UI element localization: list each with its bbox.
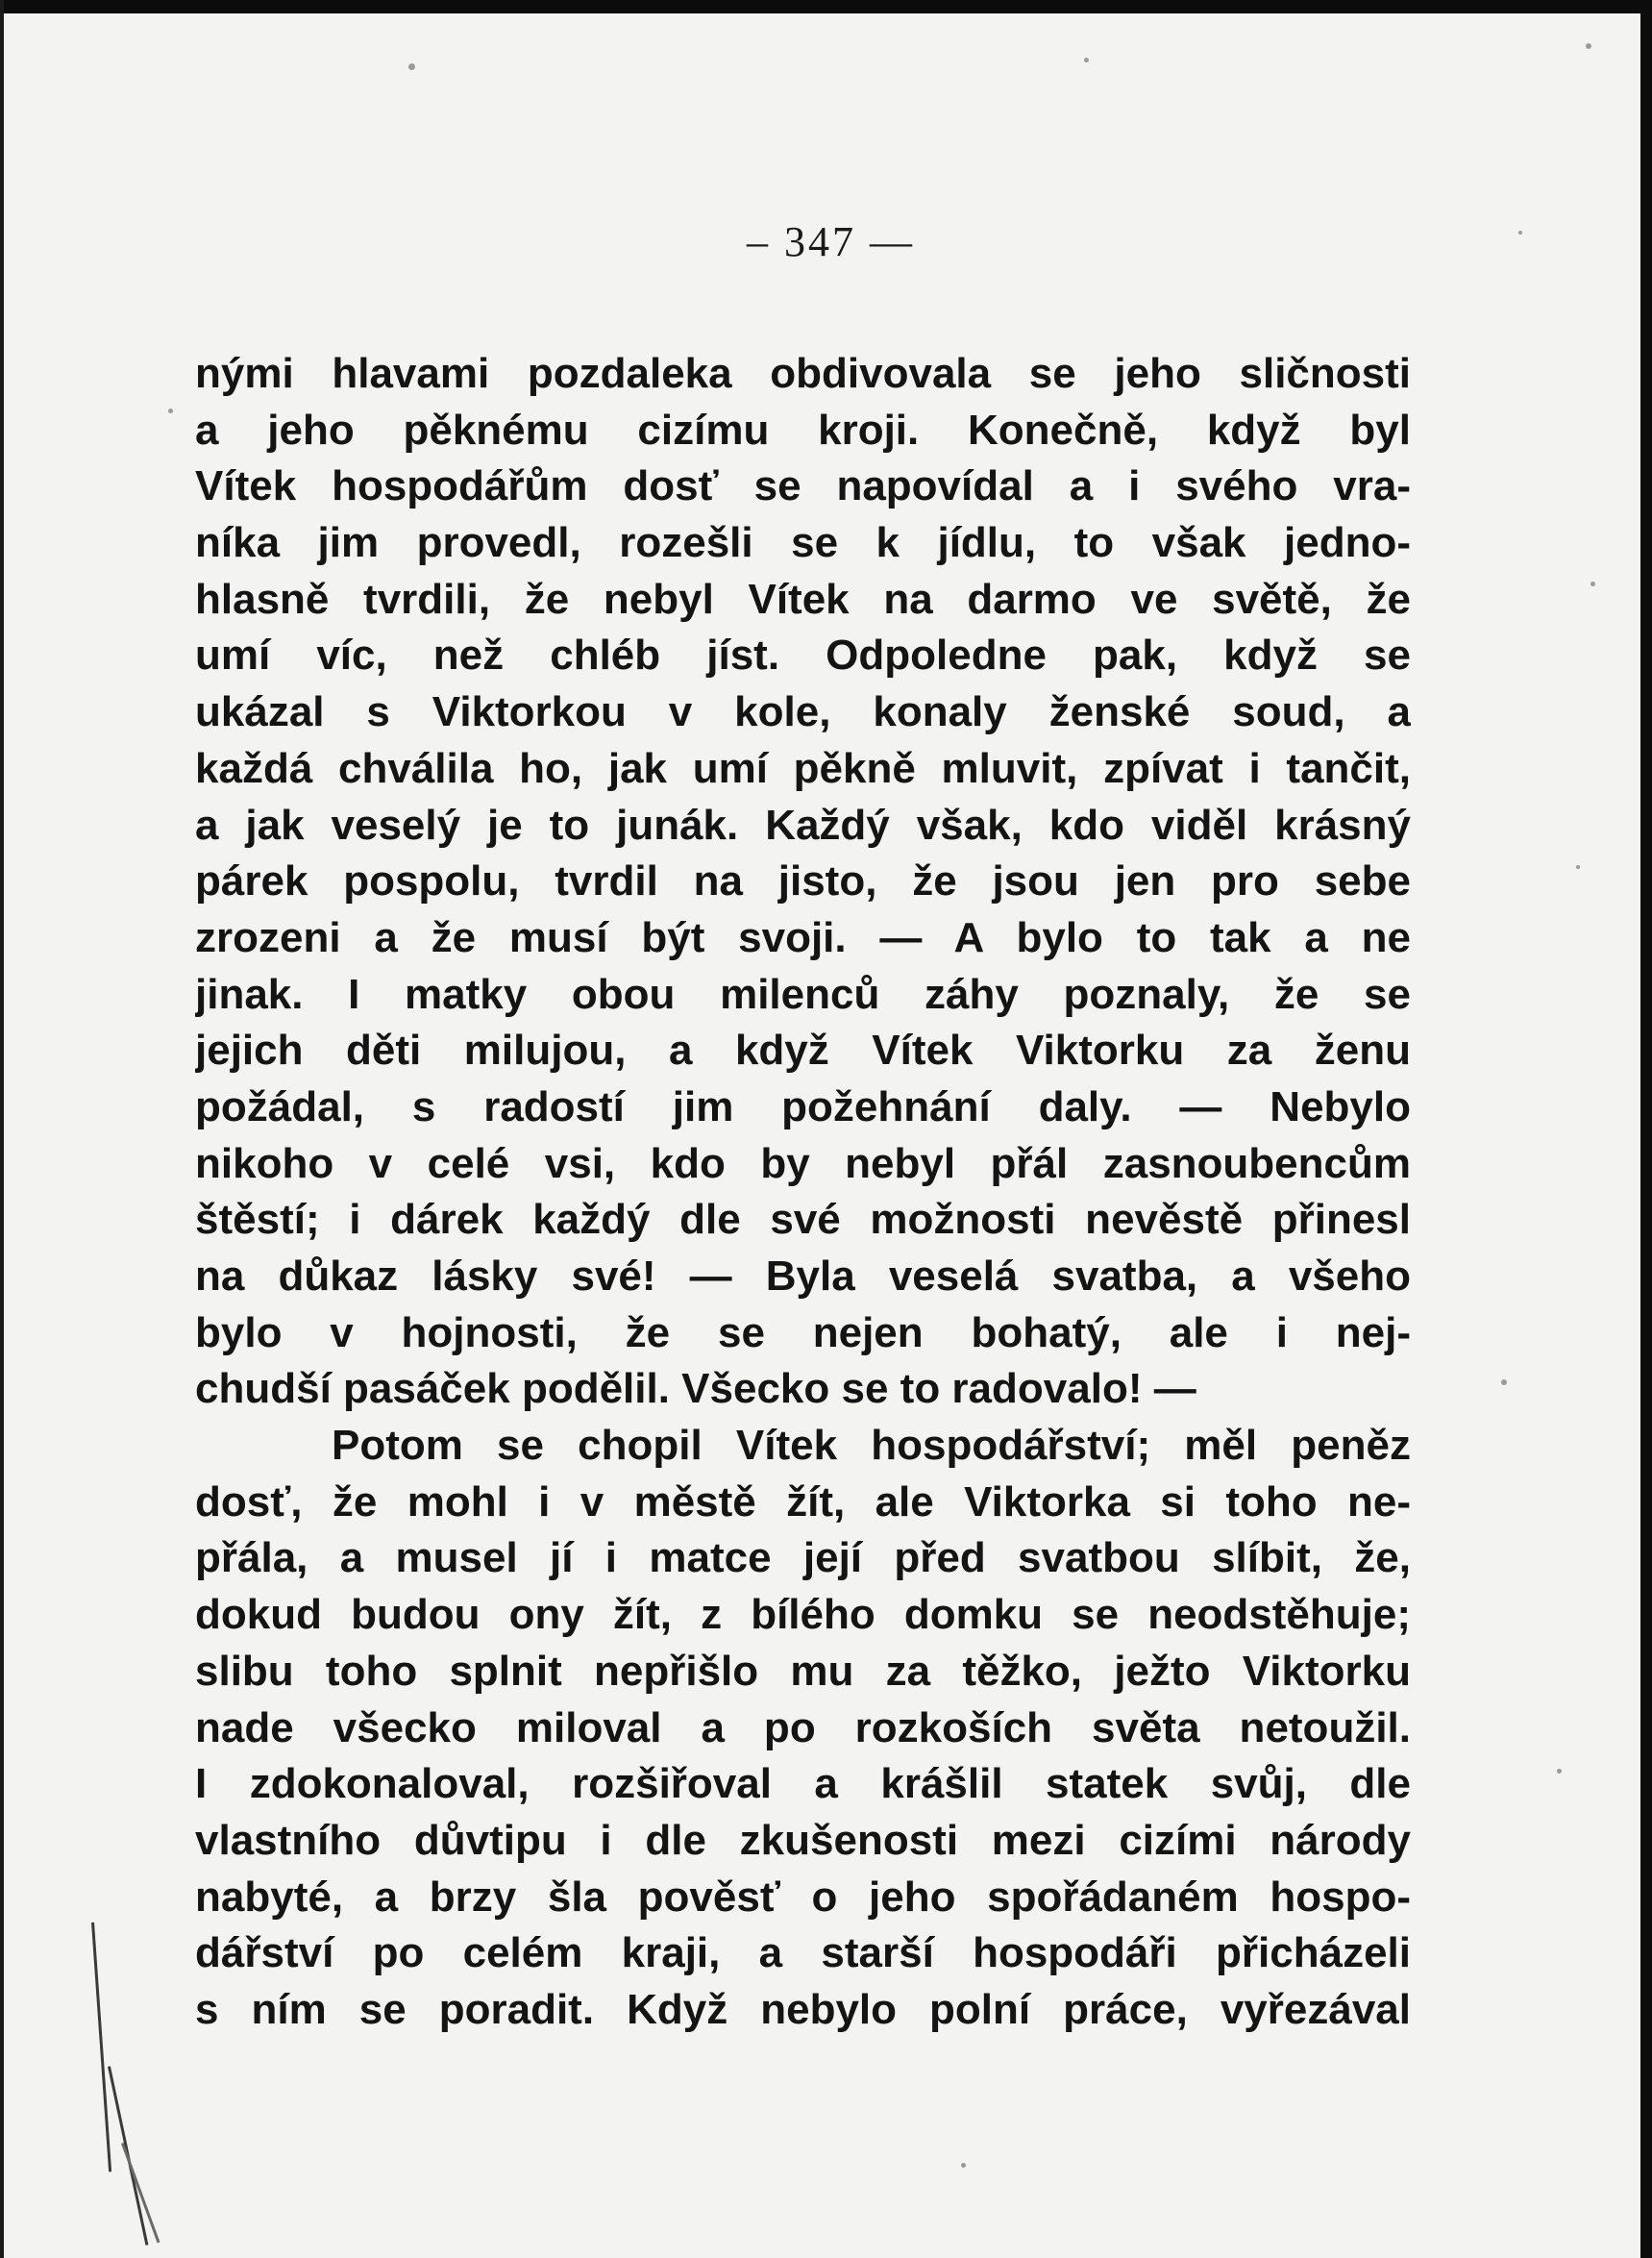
body-text bbox=[195, 346, 1411, 2039]
scan-speck bbox=[408, 63, 415, 70]
binding-line bbox=[121, 2143, 160, 2243]
text-line: nabyté, a brzy šla pověsť o jeho spořádaném hospo- bbox=[195, 1873, 1411, 1921]
text-line: a jak veselý je to junák. Každý však, kdo viděl krásný bbox=[195, 801, 1411, 849]
scan-speck bbox=[168, 409, 173, 413]
text-line: I zdokonaloval, rozšiřoval a krášlil statek svůj, dle bbox=[195, 1760, 1411, 1808]
text-line: jinak. I matky obou milenců záhy poznaly, že se bbox=[195, 970, 1411, 1018]
text-line: nými hlavami pozdaleka obdivovala se jeho sličnosti bbox=[195, 350, 1411, 397]
text-line: dokud budou ony žít, z bílého domku se neodstěhuje; bbox=[195, 1591, 1411, 1639]
text-line: níka jim provedl, rozešli se k jídlu, to však jedno- bbox=[195, 519, 1411, 567]
text-line: zrozeni a že musí být svoji. — A bylo to tak a ne bbox=[195, 913, 1411, 961]
text-line: slibu toho splnit nepřišlo mu za těžko, ježto Viktorku bbox=[195, 1647, 1411, 1695]
text-line: nade všecko miloval a po rozkoších světa netoužil. bbox=[195, 1703, 1411, 1751]
text-line: bylo v hojnosti, že se nejen bohatý, ale i nej- bbox=[195, 1308, 1411, 1356]
text-line: jejich děti milujou, a když Vítek Viktorku za ženu bbox=[195, 1027, 1411, 1075]
scan-speck bbox=[1501, 1379, 1507, 1385]
text-line: každá chválila ho, jak umí pěkně mluvit, zpívat i tančit, bbox=[195, 744, 1411, 792]
text-line: štěstí; i dárek každý dle své možnosti nevěstě přinesl bbox=[195, 1196, 1411, 1244]
scan-speck bbox=[1557, 1769, 1562, 1774]
scan-speck bbox=[961, 2163, 966, 2168]
scan-edge-left bbox=[0, 0, 4, 2258]
text-line: chudší pasáček podělil. Všecko se to radovalo! — bbox=[195, 1365, 1196, 1413]
text-line: umí víc, než chléb jíst. Odpoledne pak, když se bbox=[195, 632, 1411, 680]
text-line: dářství po celém kraji, a starší hospodáři přicházeli bbox=[195, 1929, 1411, 1977]
paragraph-first-line: Potom se chopil Vítek hospodářství; měl peněz bbox=[332, 1422, 1411, 1470]
scan-edge-top bbox=[0, 0, 1652, 13]
text-line: Vítek hospodářům dosť se napovídal a i svého vra- bbox=[195, 462, 1411, 510]
binding-line bbox=[91, 1923, 111, 2172]
text-line: a jeho pěknému cizímu kroji. Konečně, když byl bbox=[195, 406, 1411, 454]
scan-speck bbox=[1576, 865, 1580, 869]
scan-speck bbox=[1590, 582, 1595, 586]
text-line: přála, a musel jí i matce její před svatbou slíbit, že, bbox=[195, 1534, 1411, 1582]
scan-speck bbox=[1586, 43, 1591, 49]
text-line: hlasně tvrdili, že nebyl Vítek na darmo ve světě, že bbox=[195, 575, 1411, 623]
scan-speck bbox=[1084, 58, 1089, 62]
text-line: s ním se poradit. Když nebylo polní práce, vyřezával bbox=[195, 1985, 1411, 2033]
page-number: – 347 — bbox=[747, 218, 915, 265]
text-line: párek pospolu, tvrdil na jisto, že jsou jen pro sebe bbox=[195, 857, 1411, 906]
text-line: ukázal s Viktorkou v kole, konaly ženské soud, a bbox=[195, 688, 1411, 736]
text-line: dosť, že mohl i v městě žít, ale Viktorka si toho ne- bbox=[195, 1477, 1411, 1526]
scan-edge-right bbox=[1640, 0, 1652, 2258]
text-line: nikoho v celé vsi, kdo by nebyl přál zasnoubencům bbox=[195, 1139, 1411, 1187]
text-line: na důkaz lásky své! — Byla veselá svatba, a všeho bbox=[195, 1253, 1411, 1300]
text-line: požádal, s radostí jim požehnání daly. — Nebylo bbox=[195, 1082, 1411, 1130]
text-line: vlastního důvtipu i dle zkušenosti mezi cizími národy bbox=[195, 1816, 1411, 1864]
